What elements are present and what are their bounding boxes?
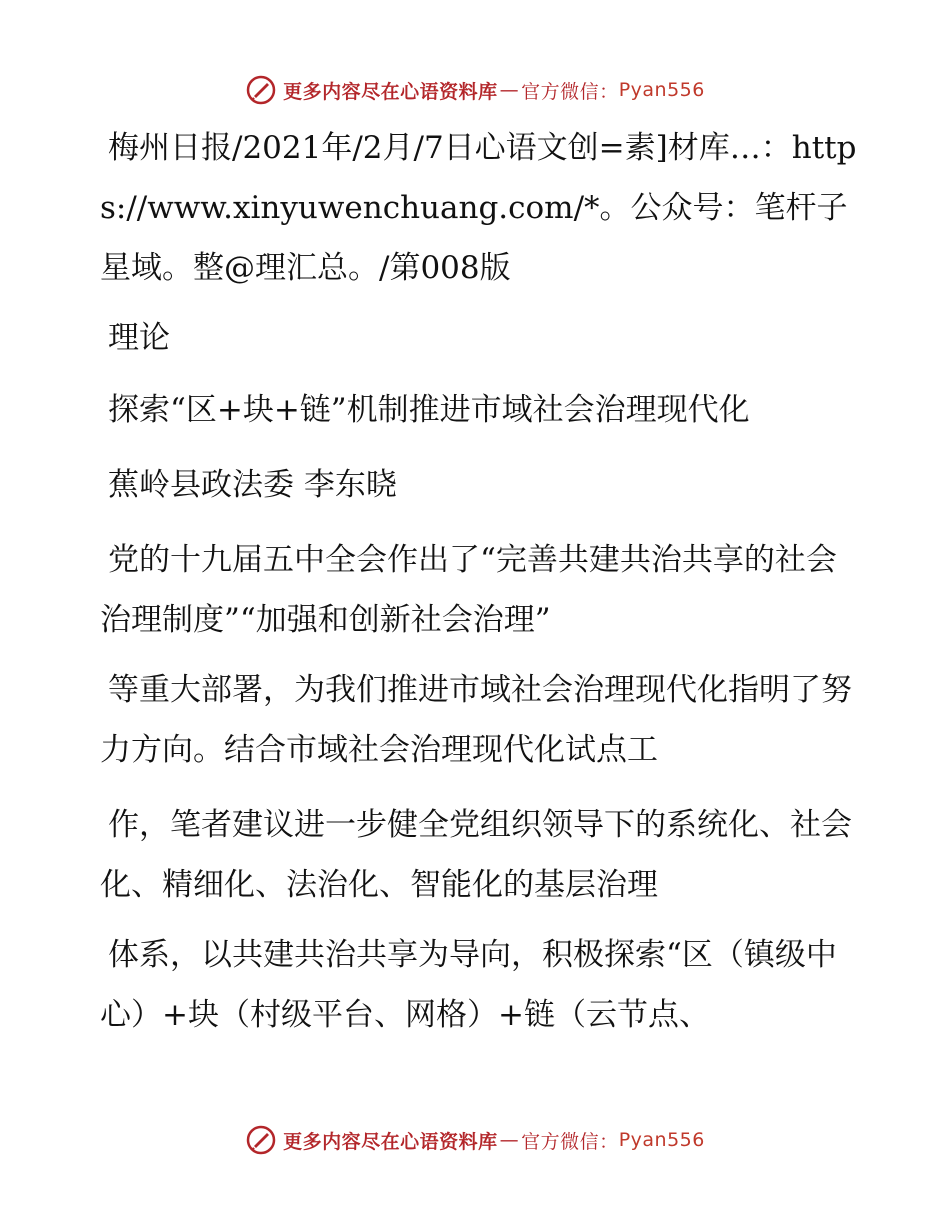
watermark-wechat-label: 官方微信： [521,1130,619,1153]
watermark-brand: 更多内容尽在心语资料库 [283,1130,498,1153]
watermark-wechat-id: Pyan556 [618,79,705,101]
footer-watermark [0,1120,950,1160]
paragraph: 等重大部署，为我们推进市域社会治理现代化指明了努力方向。结合市域社会治理现代化试点工 [100,672,852,768]
source-line: 梅州日报/2021年/2月/7日心语文创=素]材库…：https://www.xinyuwenchuang.com/*。公众号：笔杆子星域。整@理汇总。/第008版 [100,130,857,286]
watermark-separator: — [499,79,520,101]
section-label: 理论 [108,320,170,356]
brand-logo-icon [245,1124,277,1156]
header-watermark [0,70,950,110]
paragraph: 体系，以共建共治共享为导向，积极探索“区（镇级中心）+块（村级平台、网格）+链（云节点、 [100,937,837,1033]
watermark-separator: — [499,1129,520,1151]
paragraph: 作，笔者建议进一步健全党组织领导下的系统化、社会化、精细化、法治化、智能化的基层治理 [100,807,852,903]
article-title: 探索“区+块+链”机制推进市域社会治理现代化 [108,392,750,428]
watermark-wechat-id: Pyan556 [618,1129,705,1151]
paragraph: 党的十九届五中全会作出了“完善共建共治共享的社会治理制度”“加强和创新社会治理” [100,542,837,638]
watermark-brand: 更多内容尽在心语资料库 [283,80,498,103]
article-author: 蕉岭县政法委 李东晓 [108,467,397,503]
brand-logo-icon [245,74,277,106]
watermark-wechat-label: 官方微信： [521,80,619,103]
